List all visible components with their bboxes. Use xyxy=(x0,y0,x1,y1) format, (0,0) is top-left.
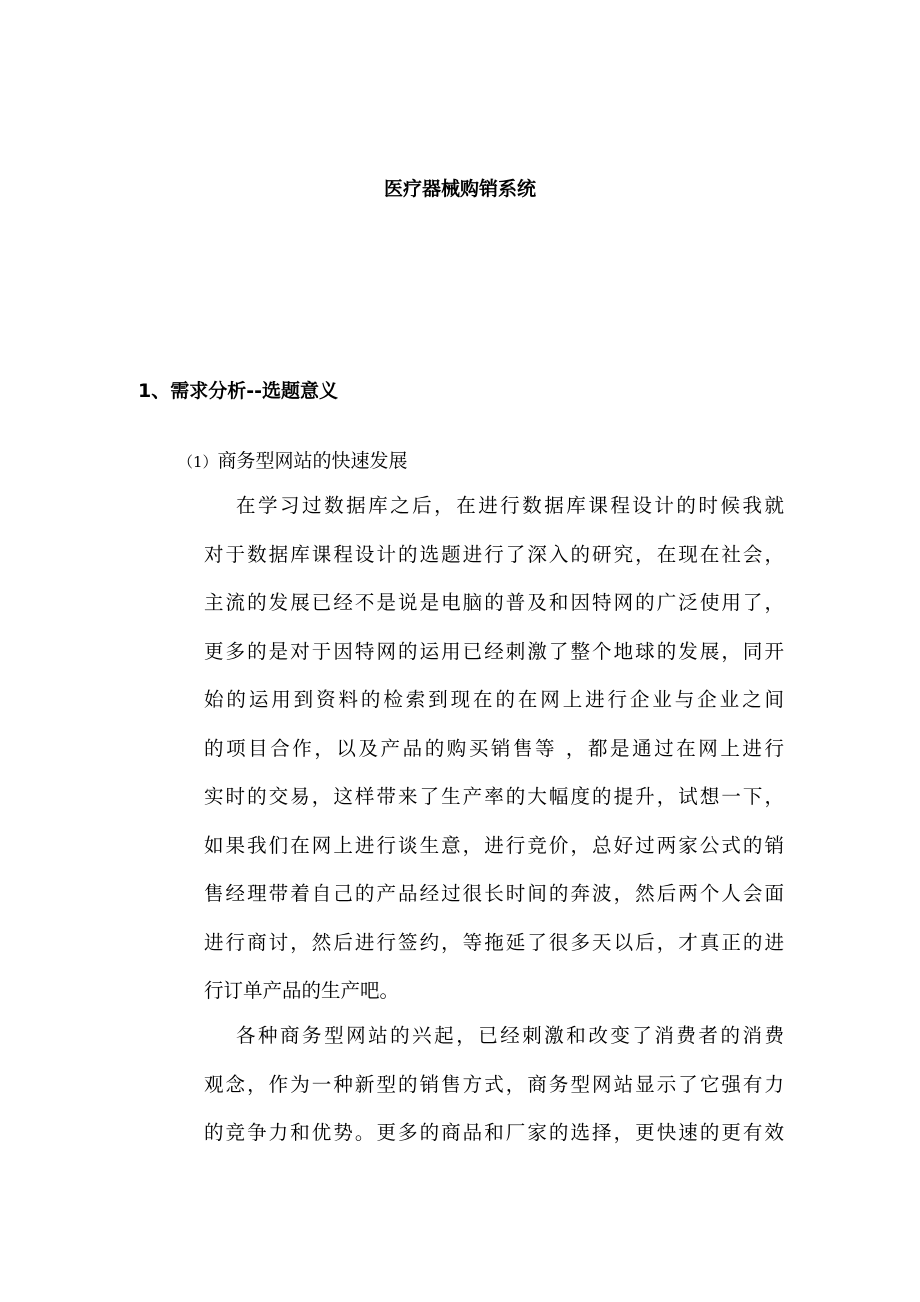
paragraph-line: 进行商讨，然后进行签约，等拖延了很多天以后，才真正的进 xyxy=(204,930,784,954)
paragraph-line: 各种商务型网站的兴起，已经刺激和改变了消费者的消费 xyxy=(236,1024,784,1047)
paragraph-line: 行订单产品的生产吧。 xyxy=(204,979,400,1002)
section-heading: 1、需求分析--选题意义 xyxy=(138,380,338,402)
paragraph-line: 主流的发展已经不是说是电脑的普及和因特网的广泛使用了， xyxy=(204,591,784,614)
document-title: 医疗器械购销系统 xyxy=(383,178,536,200)
paragraph-line: 更多的是对于因特网的运用已经刺激了整个地球的发展，同开 xyxy=(204,639,784,663)
paragraph-1 xyxy=(204,482,784,1016)
paragraph-line: 在学习过数据库之后，在进行数据库课程设计的时候我就 xyxy=(236,494,784,517)
paragraph-line: 对于数据库课程设计的选题进行了深入的研究，在现在社会， xyxy=(204,542,784,566)
paragraph-line: 观念，作为一种新型的销售方式，商务型网站显示了它强有力 xyxy=(204,1072,784,1096)
sub-heading-text: 商务型网站的快速发展 xyxy=(217,450,408,472)
paragraph-line: 实时的交易，这样带来了生产率的大幅度的提升，试想一下， xyxy=(204,785,784,808)
paragraph-line: 的项目合作，以及产品的购买销售等 ，都是通过在网上进行 xyxy=(204,736,784,760)
paragraph-line: 始的运用到资料的检索到现在的在网上进行企业与企业之间 xyxy=(204,688,784,711)
paragraph-2 xyxy=(204,1012,784,1158)
paragraph-line: 售经理带着自己的产品经过很长时间的奔波，然后两个人会面 xyxy=(204,882,784,905)
sub-heading xyxy=(178,446,408,473)
sub-heading-number: （1） xyxy=(178,453,218,471)
paragraph-line: 的竞争力和优势。更多的商品和厂家的选择，更快速的更有效 xyxy=(204,1121,784,1144)
paragraph-line: 如果我们在网上进行谈生意，进行竞价，总好过两家公式的销 xyxy=(204,833,784,857)
